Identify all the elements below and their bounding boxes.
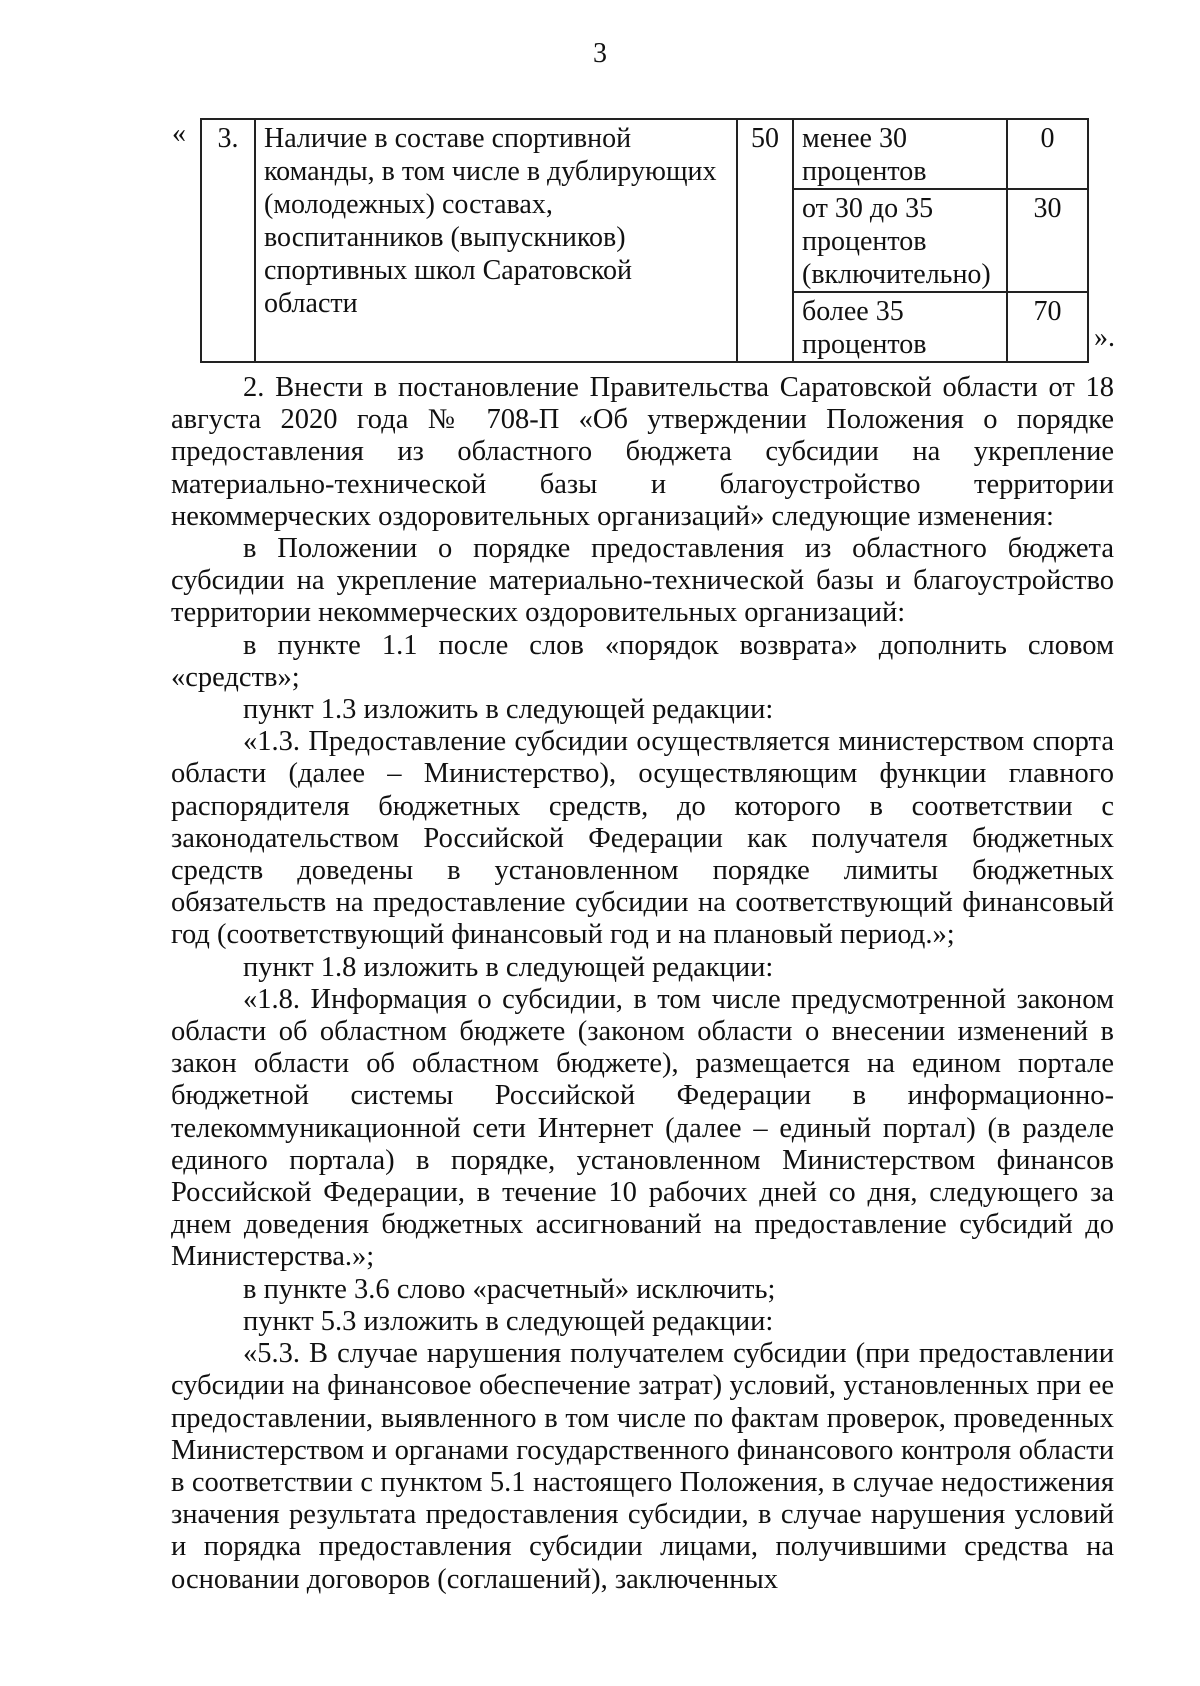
points-cell: 70 xyxy=(1007,292,1088,362)
page-number: 3 xyxy=(593,38,607,69)
table-closing-quote: ». xyxy=(1094,322,1115,353)
paragraph-item-3-6: в пункте 3.6 слово «расчетный» исключить; xyxy=(243,1273,776,1305)
criteria-table xyxy=(200,118,1089,363)
paragraph-item-1-8-intro: пункт 1.8 изложить в следующей редакции: xyxy=(243,951,774,983)
points-cell: 0 xyxy=(1007,119,1088,189)
paragraph-item-1-8-text: «1.8. Информация о субсидии, в том числе предусмотренной законом области об областном бюджете (законом области о внесении изменений в закон области об областном бюджете), размещается на едином портале бюджетной системы Российской Федерации в информационно-телекоммуникационной сети Интернет (далее – единый портал) (в разделе единого портала) в порядке, установленном Министерством финансов Российской Федерации, в течение 10 рабочих дней со дня, следующего за днем доведения бюджетных ассигнований на предоставление субсидий до Министерства.»; xyxy=(171,983,1114,1273)
paragraph-item-1-3-intro: пункт 1.3 изложить в следующей редакции: xyxy=(243,694,774,726)
condition-cell: менее 30 процентов xyxy=(793,119,1007,189)
condition-cell: от 30 до 35 процентов (включительно) xyxy=(793,189,1007,292)
paragraph-item-1-1: в пункте 1.1 после слов «порядок возврата» дополнить словом «средств»; xyxy=(171,629,1114,693)
paragraph-item-5-3-text: «5.3. В случае нарушения получателем субсидии (при предоставлении субсидии на финансовое обеспечение затрат) условий, установленных при ее предоставлении, выявленного в том числе по фактам проверок, проведенных Министерством и органами государственного финансового контроля области в соответствии с пунктом 5.1 настоящего Положения, в случае недостижения значения результата предоставления субсидии, в случае нарушения условий и порядка предоставления субсидии лицами, получившими средства на основании договоров (соглашений), заключенных xyxy=(171,1338,1114,1595)
document-body xyxy=(171,372,1114,1596)
paragraph-amendment-intro: 2. Внести в постановление Правительства Саратовской области от 18 августа 2020 года № 708-П «Об утверждении Положения о порядке предоставления из областного бюджета субсидии на укрепление материально-технической базы и благоустройство территории некоммерческих оздоровительных организаций» следующие изменения: xyxy=(171,372,1114,532)
table-row xyxy=(201,119,1088,189)
paragraph-item-5-3-intro: пункт 5.3 изложить в следующей редакции: xyxy=(243,1305,774,1337)
table-opening-quote: « xyxy=(172,118,186,149)
points-cell: 30 xyxy=(1007,189,1088,292)
condition-cell: более 35 процентов xyxy=(793,292,1007,362)
criterion-number: 3. xyxy=(201,119,255,362)
paragraph-item-1-3-text: «1.3. Предоставление субсидии осуществляется министерством спорта области (далее – Министерство), осуществляющим функции главного распорядителя бюджетных средств, до которого в соответствии с законодательством Российской Федерации как получателя бюджетных средств доведены в установленном порядке лимиты бюджетных обязательств на предоставление субсидии на соответствующий финансовый год (соответствующий финансовый год и на плановый период.»; xyxy=(171,726,1114,951)
criterion-weight: 50 xyxy=(737,119,793,362)
criterion-name: Наличие в составе спортивной команды, в том числе в дублирующих (молодежных) составах, воспитанников (выпускников) спортивных школ Саратовской области xyxy=(255,119,737,362)
paragraph-regulation-ref: в Положении о порядке предоставления из областного бюджета субсидии на укрепление материально-технической базы и благоустройство территории некоммерческих оздоровительных организаций: xyxy=(171,533,1114,629)
